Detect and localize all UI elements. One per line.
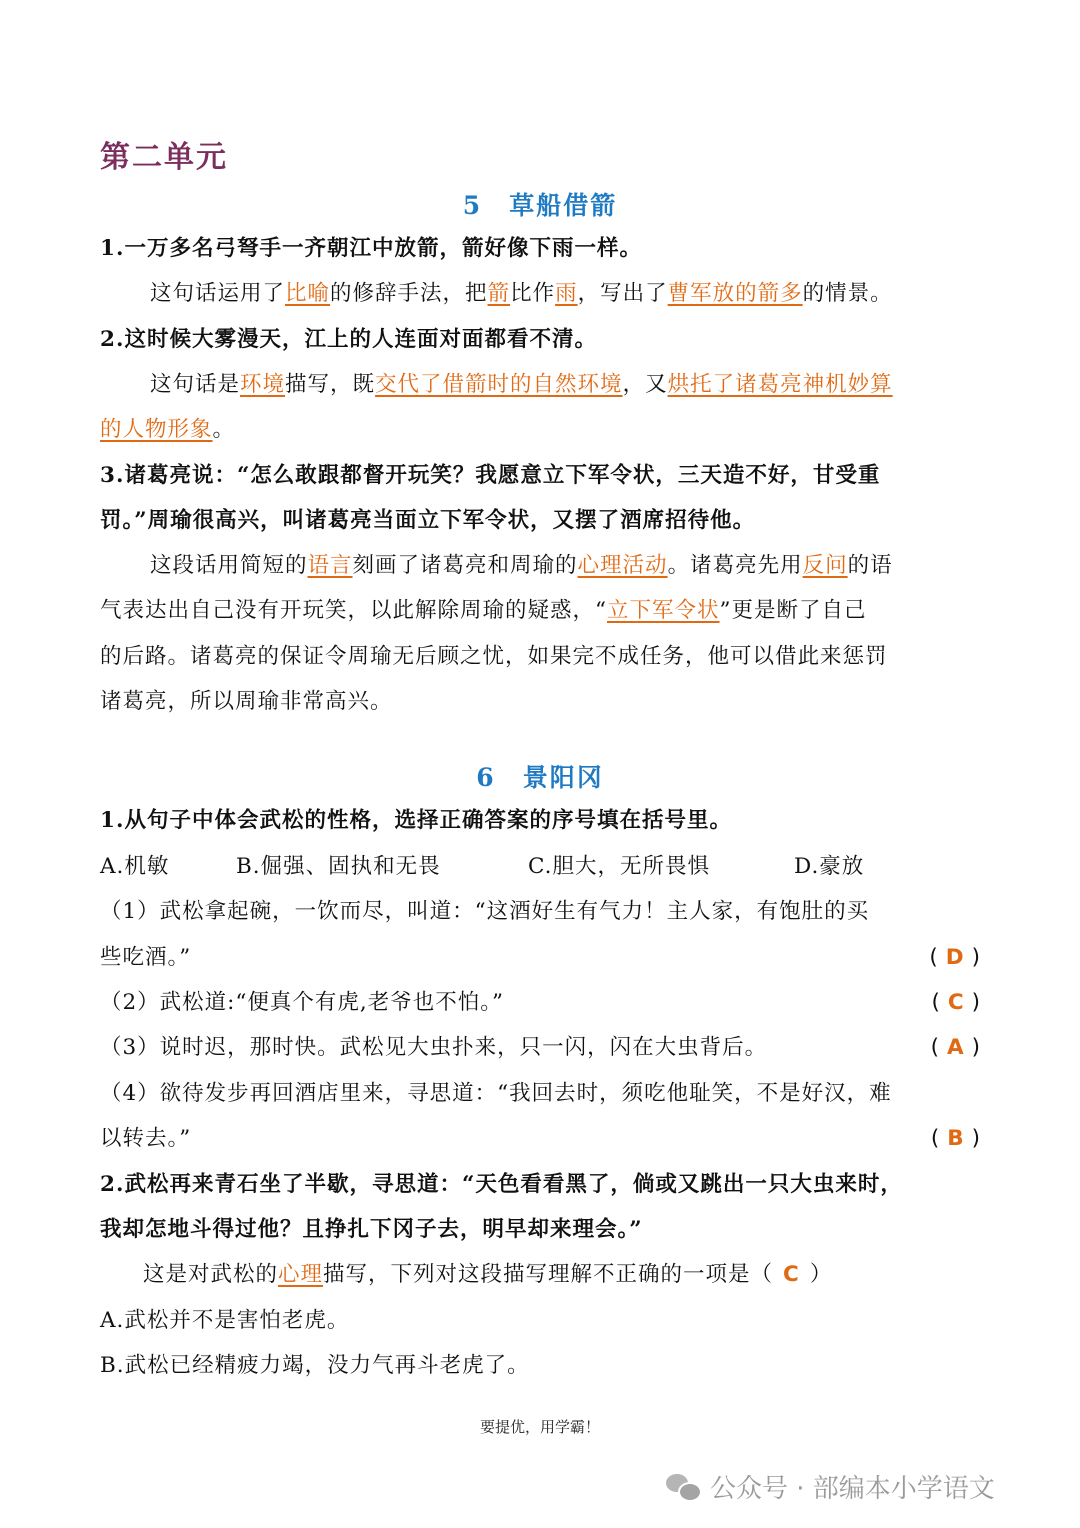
answer-text: 这句话是 — [150, 372, 241, 397]
answer-bracket-2: ( C ) — [931, 990, 980, 1015]
sentence-2: （2）武松道:“便真个有虎,老爷也不怕。” — [100, 990, 504, 1015]
answer-text: 。诸葛亮先用 — [667, 553, 803, 578]
answer-5-3-line3: 的后路。诸葛亮的保证令周瑜无后顾之忧，如果完不成任务，他可以借此来惩罚 — [100, 644, 888, 669]
footer-slogan: 要提优，用学霸！ — [479, 1418, 600, 1436]
answer-text: 描写，既 — [285, 372, 376, 397]
answer-text: ，写出了 — [577, 281, 668, 306]
answer-5-1 — [150, 279, 980, 309]
answer-5-3-line4: 诸葛亮，所以周瑜非常高兴。 — [100, 689, 393, 714]
answer-bracket-4: ( B ) — [930, 1126, 980, 1151]
option-a: A.机敏 — [100, 854, 170, 879]
stem-text: 描写，下列对这段描写理解不正确的一项是（ — [323, 1262, 774, 1287]
unit-title: 第二单元 — [100, 140, 228, 175]
question-6-1: 1.从句子中体会武松的性格，选择正确答案的序号填在括号里。 — [100, 808, 732, 833]
sentence-4-line1: （4）欲待发步再回酒店里来，寻思道：“我回去时，须吃他耻笑，不是好汉，难 — [100, 1081, 892, 1106]
answer-text: 的情景。 — [802, 281, 893, 306]
answer-highlight: 交代了借箭时的自然环境 — [375, 372, 623, 397]
answer-highlight: 烘托了诸葛亮神机妙算 — [667, 372, 893, 397]
answer-text: ，又 — [622, 372, 668, 397]
answer-letter: D — [945, 945, 964, 970]
answer-text: 这句话运用了 — [150, 281, 286, 306]
watermark-text: 公众号 · 部编本小学语文 — [710, 1473, 995, 1504]
answer-highlight: 曹军放的箭多 — [667, 281, 803, 306]
answer-text: 气表达出自己没有开玩笑，以此解除周瑜的疑惑，“ — [100, 598, 607, 623]
answer-highlight: 心理活动 — [577, 553, 668, 578]
sentence-1-line1: （1）武松拿起碗，一饮而尽，叫道：“这酒好生有气力！主人家，有饱肚的买 — [100, 899, 870, 924]
answer-highlight: 箭 — [487, 281, 511, 306]
question-5-3-line1: 3.诸葛亮说：“怎么敢跟都督开玩笑？我愿意立下军令状，三天造不好，甘受重 — [100, 463, 881, 488]
answer-5-3-line2 — [100, 596, 980, 626]
lesson-title-6: 6 景阳冈 — [476, 763, 604, 792]
answer-text: ”更是断了自己 — [719, 598, 867, 623]
answer-letter: C — [783, 1262, 800, 1287]
question-6-2-line2: 我却怎地斗得过他？且挣扎下冈子去，明早却来理会。” — [100, 1217, 643, 1242]
option-c: C.胆大，无所畏惧 — [528, 854, 711, 879]
answer-highlight: 语言 — [307, 553, 353, 578]
choice-b: B.武松已经精疲力竭，没力气再斗老虎了。 — [100, 1353, 530, 1378]
answer-highlight: 反问 — [802, 553, 848, 578]
answer-text: 这段话用简短的 — [150, 553, 308, 578]
question-6-2-line1: 2.武松再来青石坐了半歇，寻思道：“天色看看黑了，倘或又跳出一只大虫来时， — [100, 1172, 903, 1197]
answer-bracket-1: ( D ) — [929, 945, 980, 970]
answer-highlight: 心理 — [278, 1262, 324, 1287]
answer-highlight: 比喻 — [285, 281, 331, 306]
answer-text: 的语 — [847, 553, 893, 578]
sentence-3: （3）说时迟，那时快。武松见大虫扑来，只一闪，闪在大虫背后。 — [100, 1035, 768, 1060]
choice-a: A.武松并不是害怕老虎。 — [100, 1308, 350, 1333]
sentence-1-line2: 些吃酒。” — [100, 945, 192, 970]
answer-bracket-3: ( A ) — [930, 1035, 980, 1060]
answer-text: 的修辞手法，把 — [330, 281, 488, 306]
answer-letter: A — [946, 1035, 964, 1060]
answer-highlight: 的人物形象 — [100, 417, 213, 442]
answer-5-3-line1 — [150, 551, 980, 581]
question-5-3-line2: 罚。”周瑜很高兴，叫诸葛亮当面立下军令状，又摆了酒席招待他。 — [100, 508, 756, 533]
question-5-1: 1.一万多名弓弩手一齐朝江中放箭，箭好像下雨一样。 — [100, 236, 642, 261]
answer-highlight: 雨 — [555, 281, 578, 306]
answer-highlight: 立下军令状 — [607, 598, 720, 623]
sentence-4-line2: 以转去。” — [100, 1126, 192, 1151]
answer-text: 比作 — [510, 281, 556, 306]
answer-5-2-line1 — [150, 370, 980, 400]
watermark — [666, 1466, 995, 1506]
answer-highlight: 环境 — [240, 372, 286, 397]
answer-5-2-line2 — [100, 415, 980, 445]
stem-text: ） — [809, 1262, 833, 1287]
stem-text: 这是对武松的 — [143, 1262, 279, 1287]
option-d: D.豪放 — [794, 854, 865, 879]
option-b: B.倔强、固执和无畏 — [236, 854, 441, 879]
question-5-2: 2.这时候大雾漫天，江上的人连面对面都看不清。 — [100, 327, 597, 352]
answer-letter: B — [947, 1126, 964, 1151]
answer-text: 刻画了诸葛亮和周瑜的 — [352, 553, 578, 578]
question-6-2-stem — [143, 1260, 1023, 1290]
lesson-title-5: 5 草船借箭 — [462, 191, 618, 220]
wechat-icon — [666, 1472, 700, 1500]
answer-text: 。 — [212, 417, 236, 442]
answer-letter: C — [947, 990, 964, 1015]
